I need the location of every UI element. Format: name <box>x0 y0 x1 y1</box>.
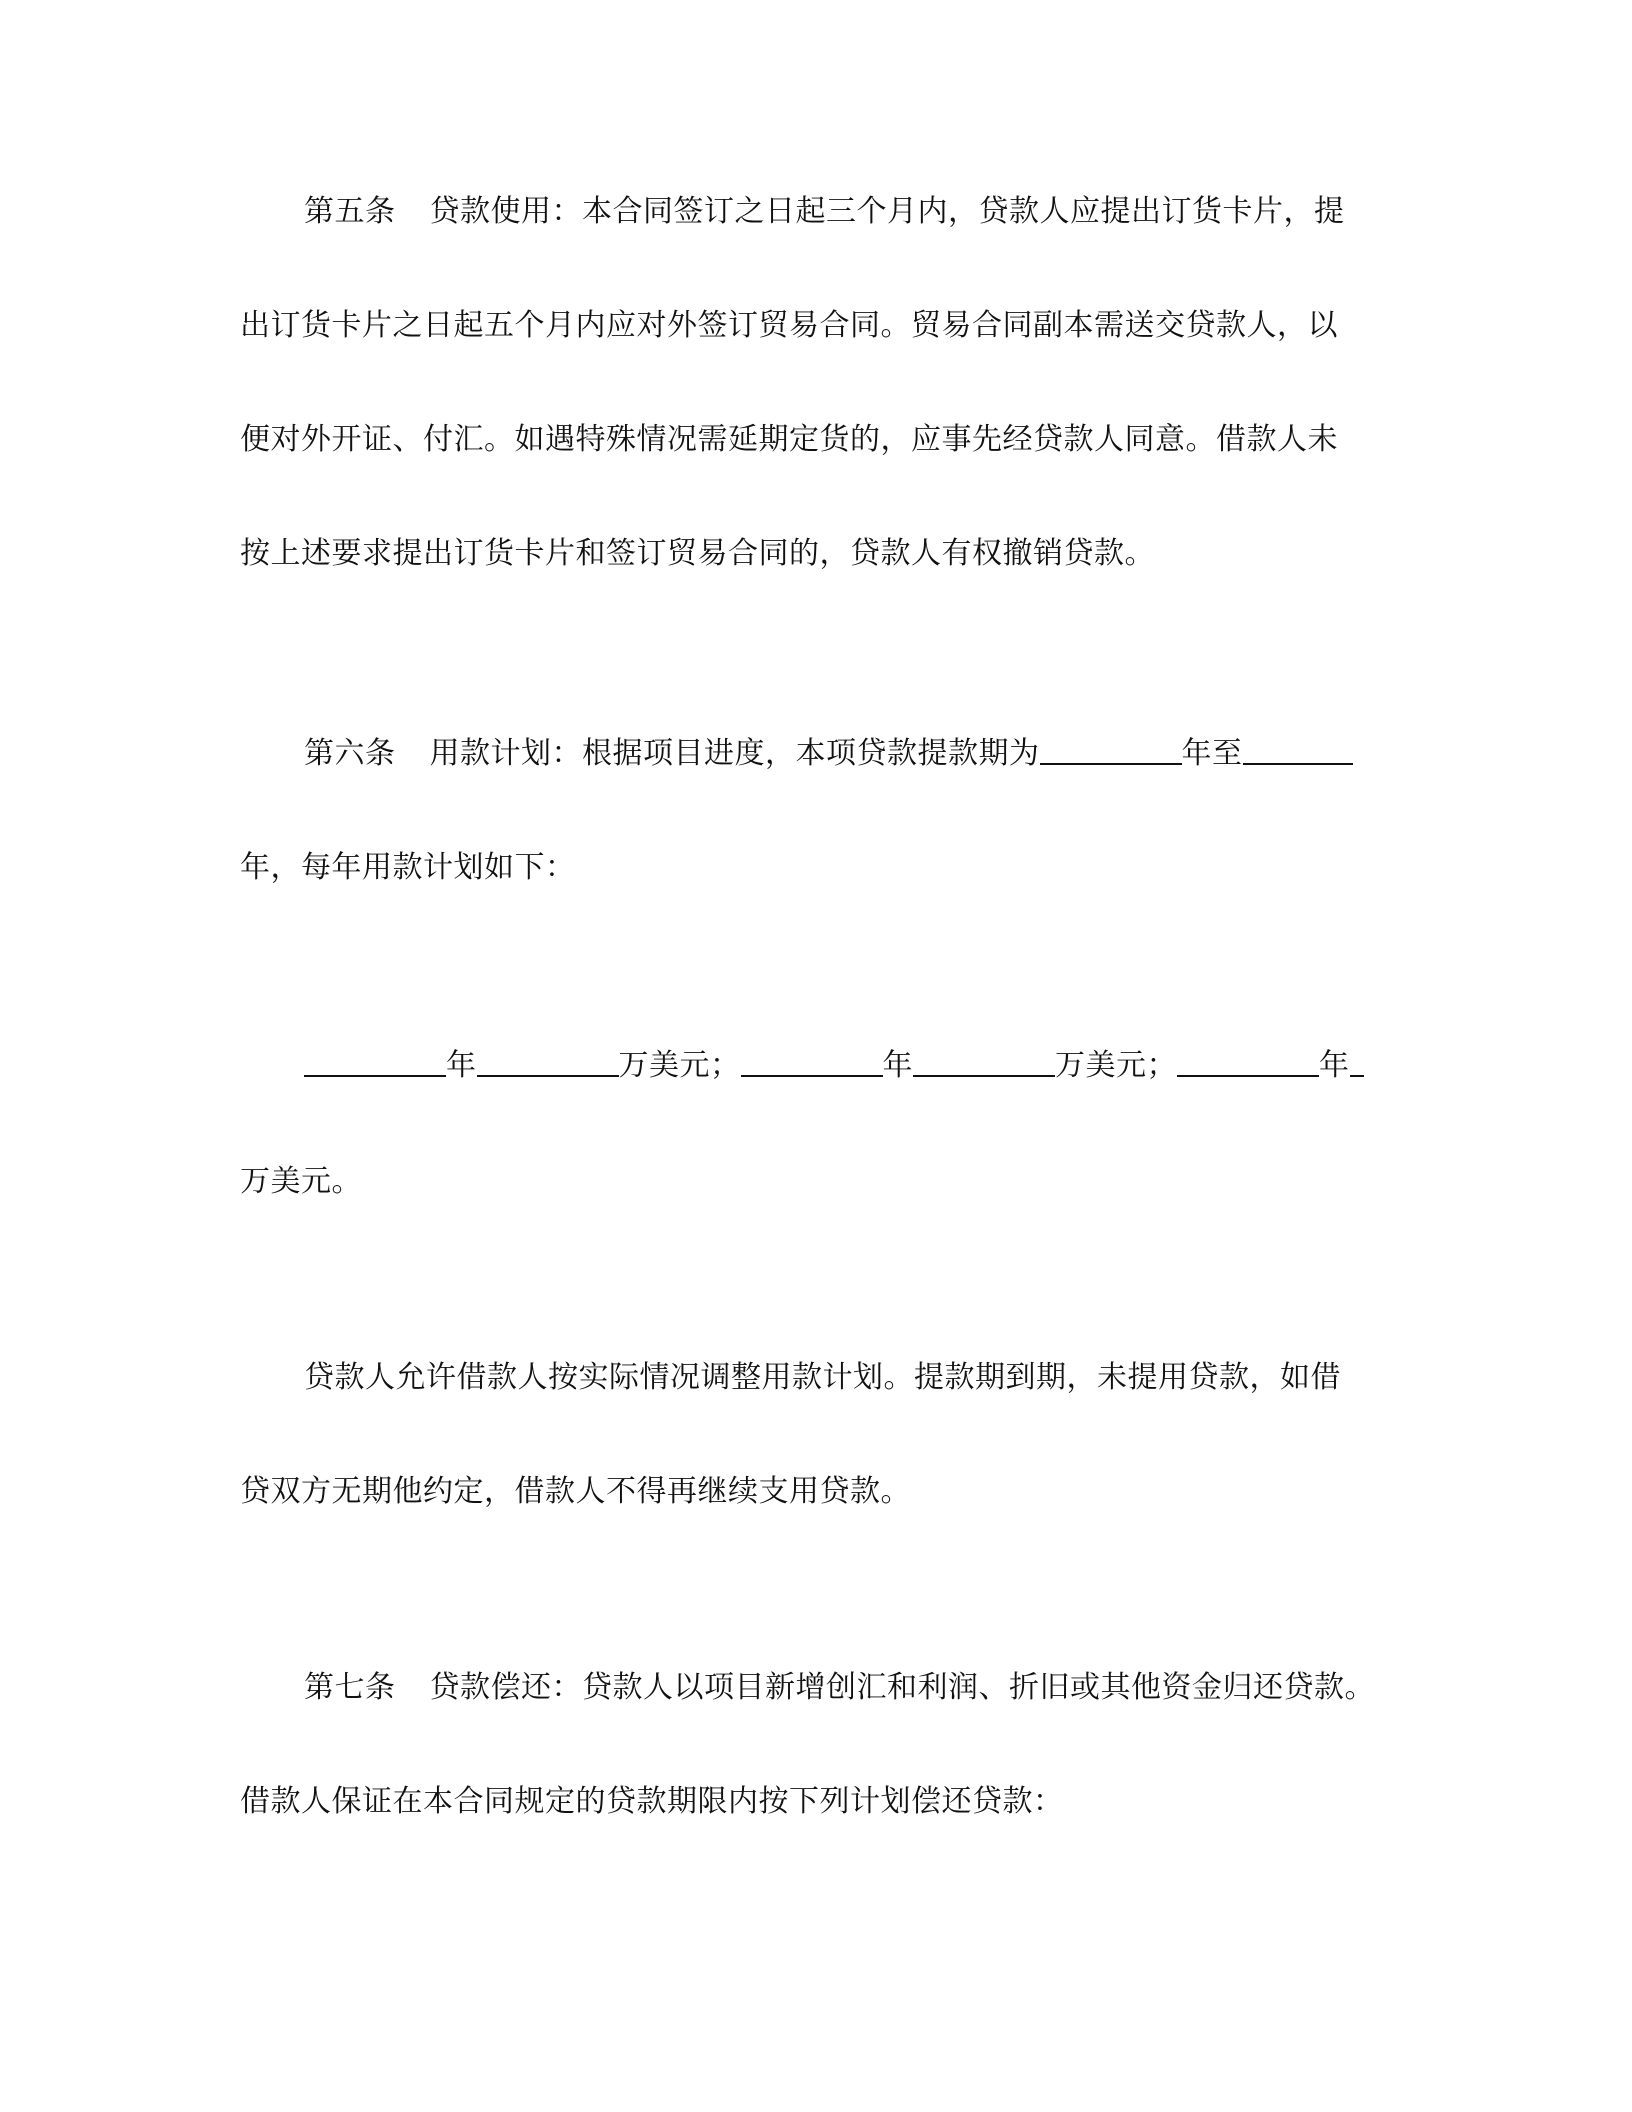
plan-line <box>304 1044 1454 1088</box>
plan-year-label-2: 年 <box>882 1048 913 1083</box>
article7-heading: 第七条 <box>304 1670 396 1705</box>
article6-line2: 年，每年用款计划如下： <box>240 850 576 885</box>
article5-heading: 第五条 <box>304 194 396 229</box>
article6-heading: 第六条 <box>304 736 396 771</box>
plan-amount-blank-1 <box>477 1045 619 1077</box>
plan-year-blank-3 <box>1177 1045 1319 1077</box>
plan-amount-label-2: 万美元； <box>1055 1048 1177 1083</box>
article6-line1 <box>304 732 1454 776</box>
article6-text: 用款计划：根据项目进度，本项贷款提款期为 <box>429 736 1040 771</box>
plan-line-end: 万美元。 <box>240 1164 362 1199</box>
article5-line3: 便对外开证、付汇。如遇特殊情况需延期定货的，应事先经贷款人同意。借款人未 <box>240 422 1338 457</box>
plan-amount-label-1: 万美元； <box>618 1048 741 1083</box>
adjust-line2: 贷双方无期他约定，借款人不得再继续支用贷款。 <box>240 1474 911 1509</box>
article5-text: 贷款使用：本合同签订之日起三个月内，贷款人应提出订货卡片，提 <box>429 194 1345 229</box>
end-year-blank <box>1243 733 1353 765</box>
article5-line2: 出订货卡片之日起五个月内应对外签订贸易合同。贸易合同副本需送交贷款人，以 <box>240 308 1338 343</box>
article7-line2: 借款人保证在本合同规定的贷款期限内按下列计划偿还贷款： <box>240 1784 1064 1819</box>
adjust-line1: 贷款人允许借款人按实际情况调整用款计划。提款期到期，未提用贷款，如借 <box>304 1360 1341 1395</box>
plan-year-blank-1 <box>304 1045 446 1077</box>
plan-amount-blank-3 <box>1350 1045 1364 1077</box>
plan-year-blank-2 <box>741 1045 883 1077</box>
plan-year-label-1: 年 <box>446 1048 477 1083</box>
year-to-label: 年至 <box>1181 736 1243 771</box>
plan-year-label-3: 年 <box>1319 1048 1350 1083</box>
start-year-blank <box>1040 733 1182 765</box>
plan-amount-blank-2 <box>913 1045 1055 1077</box>
article7-text: 贷款偿还：贷款人以项目新增创汇和利润、折旧或其他资金归还贷款。 <box>429 1670 1375 1705</box>
article5-line1 <box>304 190 1454 234</box>
article5-line4: 按上述要求提出订货卡片和签订贸易合同的，贷款人有权撤销贷款。 <box>240 536 1155 571</box>
article7-line1 <box>304 1666 1454 1710</box>
